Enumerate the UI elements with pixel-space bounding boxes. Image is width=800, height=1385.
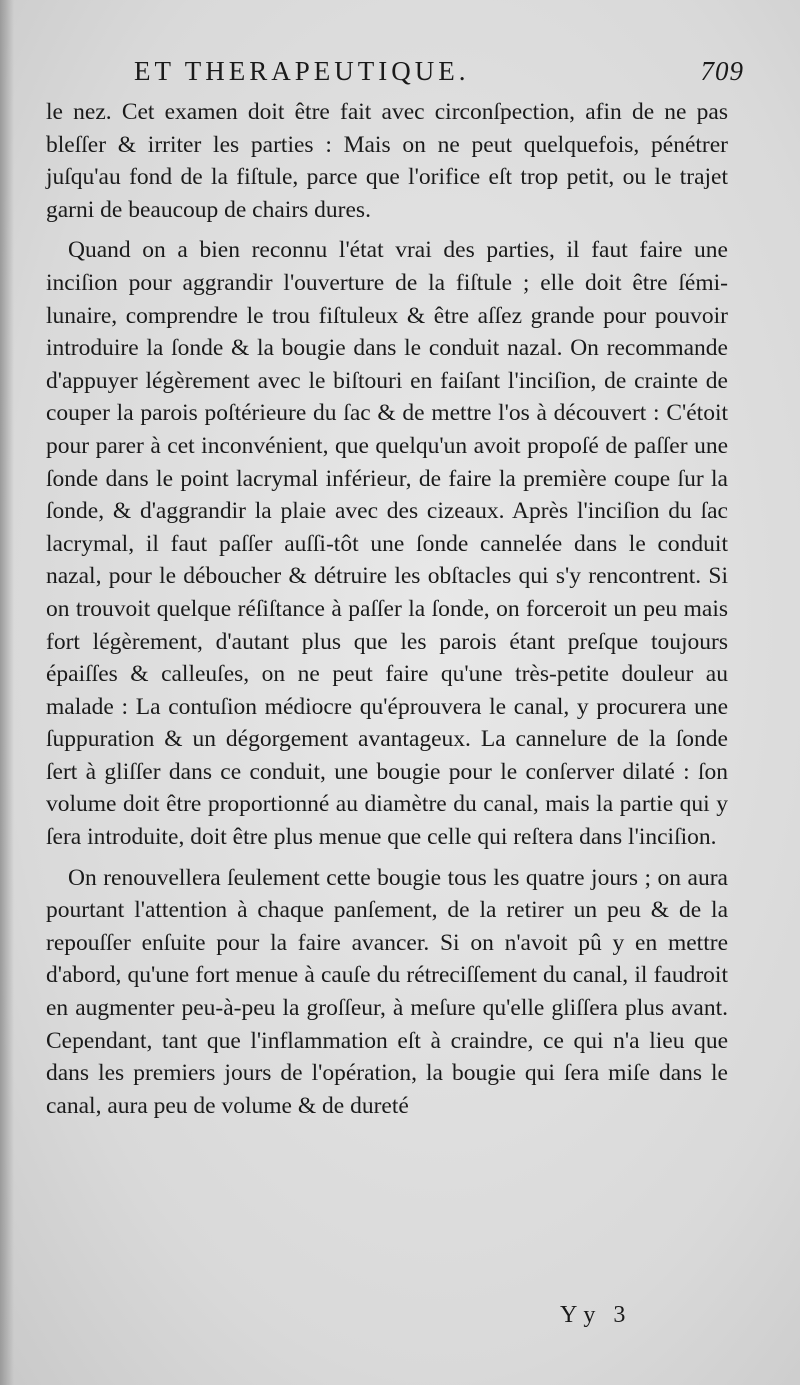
paragraph-continued: le nez. Cet examen doit être fait avec circonſpection, afin de ne pas bleſſer & irriter les parties : Mais on ne peut quelquefois, pénétrer juſqu'au fond de la fiſtule, parce que l'orifice eſt trop petit, ou le trajet garni de beaucoup de chairs dures. <box>46 99 728 223</box>
paragraph: Quand on a bien reconnu l'état vrai des parties, il faut faire une inciſion pour aggrandir l'ouverture de la fiſtule ; elle doit être ſémi-lunaire, comprendre le trou fiſtuleux & être aſſez grande pour pouvoir introduire la ſonde & la bougie dans le conduit nazal. On recommande d'appuyer légèrement avec le biſtouri en faiſant l'inciſion, de crainte de couper la parois poſtérieure du ſac & de mettre l'os à découvert : C'étoit pour parer à cet inconvénient, que quelqu'un avoit propoſé de paſſer une ſonde dans le point lacrymal inférieur, de faire la première coupe ſur la ſonde, & d'aggrandir la plaie avec des cizeaux. Après l'inciſion du ſac lacrymal, il faut paſſer auſſi-tôt une ſonde cannelée dans le conduit nazal, pour le déboucher & détruire les obſtacles qui s'y rencontrent. Si on trouvoit quelque réſiſtance à paſſer la ſonde, on forceroit un peu mais fort légèrement, d'autant plus que les parois étant preſque toujours épaiſſes & calleuſes, on ne peut faire qu'une très-petite douleur au malade : La contuſion médiocre qu'éprouvera le canal, y procurera une ſuppuration & un dégorgement avantageux. La cannelure de la ſonde ſert à gliſſer dans ce conduit, une bougie pour le conſerver dilaté : ſon volume doit être proportionné au diamètre du canal, mais la partie qui y ſera introduite, doit être plus menue que celle qui reſtera dans l'inciſion. <box>46 237 728 851</box>
body-text <box>46 96 728 1130</box>
signature-mark: Yy 3 <box>560 1302 632 1328</box>
page-number: 709 <box>700 56 744 86</box>
running-header <box>134 56 744 90</box>
paragraph: On renouvellera ſeulement cette bougie tous les quatre jours ; on aura pourtant l'attention à chaque panſement, de la retirer un peu & de la repouſſer enſuite pour la faire avancer. Si on n'avoit pû y en mettre d'abord, qu'une fort menue à cauſe du rétreciſſement du canal, il faudroit en augmenter peu-à-peu la groſſeur, à meſure qu'elle gliſſera plus avant. Cependant, tant que l'inflammation eſt à craindre, ce qui n'a lieu que dans les premiers jours de l'opération, la bougie qui ſera miſe dans le canal, aura peu de volume & de dureté <box>46 864 728 1119</box>
running-title: ET THERAPEUTIQUE. <box>134 56 470 86</box>
page-gutter-shadow <box>0 0 14 1385</box>
